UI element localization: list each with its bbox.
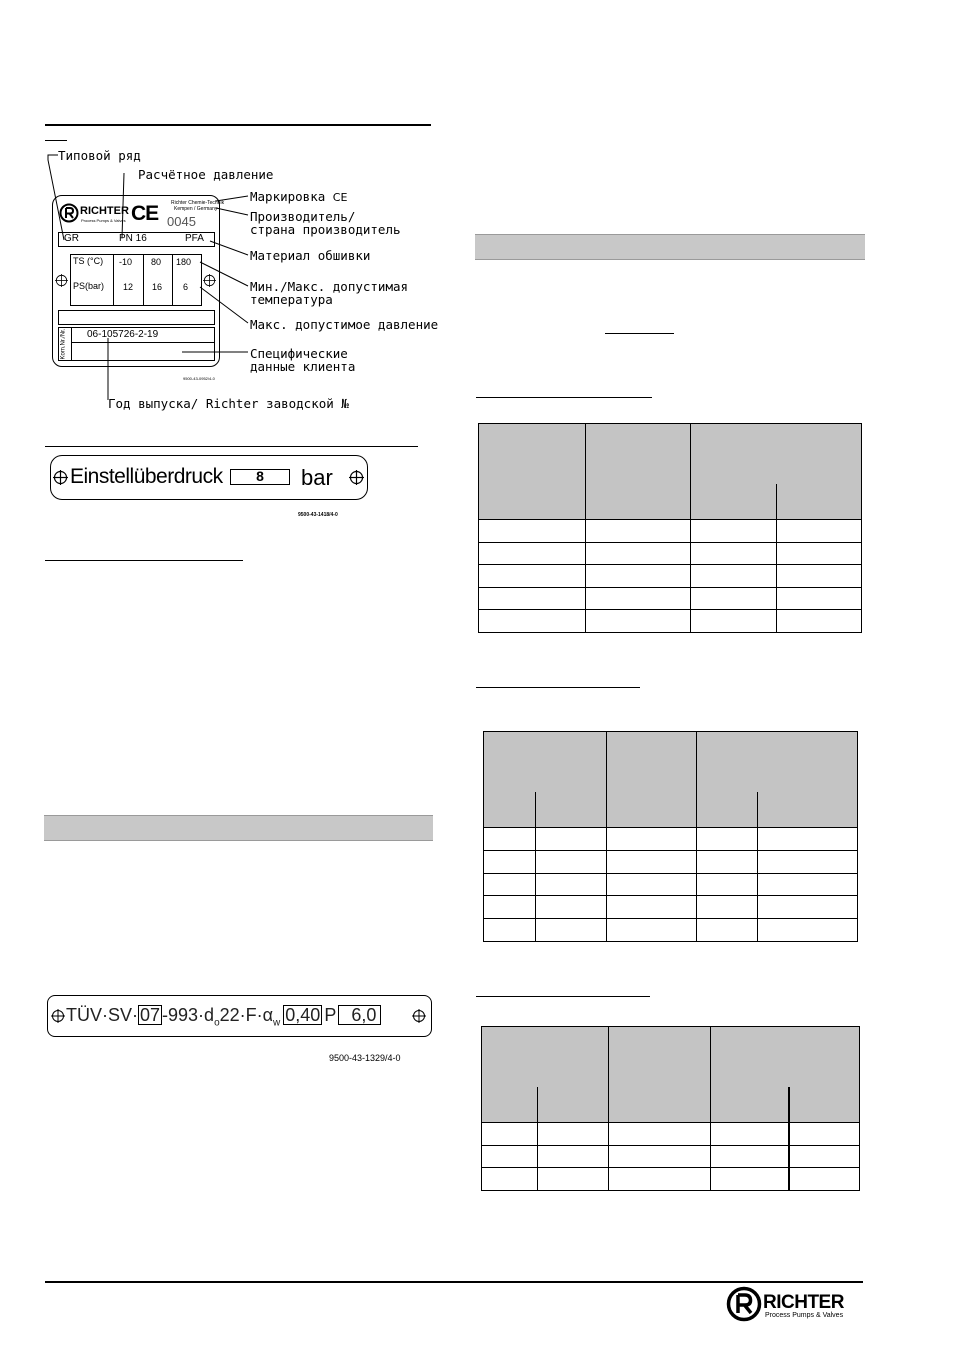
callout-year-serial: Год выпуска/ Richter заводской № xyxy=(108,396,349,411)
table-cell xyxy=(777,587,862,610)
table-cell xyxy=(758,828,858,851)
table-row xyxy=(482,1123,860,1146)
table-cell xyxy=(482,1145,538,1168)
nameplate-grid-col3 xyxy=(172,254,173,306)
table-row xyxy=(484,873,858,896)
left-underline-1 xyxy=(45,560,243,561)
tuv-hole-left-icon xyxy=(51,1009,65,1023)
mount-hole-left-icon xyxy=(55,274,68,287)
table-cell xyxy=(758,896,858,919)
table-1-header-cell xyxy=(586,424,691,520)
table-3-header-divider xyxy=(537,1087,538,1123)
table-cell xyxy=(536,873,607,896)
table-cell xyxy=(536,850,607,873)
nameplate-temp-max: 180 xyxy=(176,257,192,267)
footer-tagline: Process Pumps & Valves xyxy=(765,1312,844,1319)
table-2-header-cell xyxy=(607,732,697,828)
callout-temperature-line1: Мин./Макс. допустимая xyxy=(250,279,409,294)
table-cell xyxy=(609,1145,711,1168)
table-cell xyxy=(482,1123,538,1146)
table-cell xyxy=(586,565,691,588)
table-cell xyxy=(586,520,691,543)
table-2-header xyxy=(484,732,858,828)
table-3-header xyxy=(482,1027,860,1123)
table-cell xyxy=(777,610,862,633)
footer-logo-icon xyxy=(726,1286,762,1322)
table-row xyxy=(479,610,862,633)
right-section-bar xyxy=(475,234,865,260)
nameplate-row-serial-sidebar xyxy=(71,327,72,361)
table-cell xyxy=(697,896,758,919)
table-cell xyxy=(758,919,858,942)
table-2 xyxy=(483,731,858,942)
tuv-sub-w: w xyxy=(273,1017,281,1029)
set-pressure-plate xyxy=(50,455,368,500)
table-cell xyxy=(479,565,586,588)
table-cell xyxy=(538,1145,609,1168)
table-row xyxy=(484,850,858,873)
right-underline-2 xyxy=(476,687,640,688)
nameplate-drawing-no: 9500-43-0952/4-0 xyxy=(183,376,215,381)
nameplate-row-serial-divider xyxy=(71,342,214,343)
nameplate xyxy=(52,195,225,381)
table-cell xyxy=(697,873,758,896)
table-cell xyxy=(484,896,536,919)
callout-temperature-line2: температура xyxy=(250,292,333,307)
table-row xyxy=(479,565,862,588)
table-cell xyxy=(758,873,858,896)
ce-mark: CE xyxy=(131,202,159,225)
table-cell xyxy=(697,850,758,873)
table-1-header-cell xyxy=(691,424,862,520)
nameplate-row-blank xyxy=(58,310,215,325)
nameplate-temp-label: TS (°C) xyxy=(73,256,104,266)
tuv-sub-o: o xyxy=(214,1017,220,1029)
nameplate-pressure-label: PS(bar) xyxy=(73,281,105,291)
table-cell xyxy=(789,1168,860,1191)
nameplate-brand-sub: Process Pumps & Valves xyxy=(81,218,126,223)
table-1-header xyxy=(479,424,862,520)
table-3-header-divider xyxy=(788,1087,790,1123)
tuv-p-label: P xyxy=(324,1005,337,1025)
table-cell xyxy=(538,1168,609,1191)
table-cell xyxy=(484,850,536,873)
nameplate-serial: 06-105726-2-19 xyxy=(87,329,159,340)
table-row xyxy=(484,896,858,919)
footer-logo xyxy=(726,1286,866,1322)
tuv-size: 22·F·α xyxy=(219,1005,274,1025)
callout-ce-symbol: CE xyxy=(332,191,348,204)
table-cell xyxy=(711,1123,790,1146)
set-pressure-label: Einstellüberdruck xyxy=(70,465,223,488)
nameplate-side-label: Kom.Nr./Nr. xyxy=(60,328,67,360)
tuv-plate xyxy=(47,995,432,1037)
table-cell xyxy=(711,1145,790,1168)
table-cell xyxy=(609,1168,711,1191)
callout-customer-line2: данные клиента xyxy=(250,359,356,374)
table-cell xyxy=(609,1123,711,1146)
table-cell xyxy=(789,1123,860,1146)
table-cell xyxy=(484,873,536,896)
table-2-header-cell xyxy=(484,732,607,828)
table-row xyxy=(479,587,862,610)
table-1 xyxy=(478,423,862,633)
table-cell xyxy=(484,828,536,851)
nameplate-pressure-class: PN 16 xyxy=(119,233,147,244)
table-2-header-divider xyxy=(535,792,536,828)
nameplate-pressure-high: 6 xyxy=(183,282,189,292)
table-cell xyxy=(691,542,777,565)
callout-lining-material: Материал обшивки xyxy=(250,248,371,263)
right-underline-1 xyxy=(476,397,652,398)
table-cell xyxy=(711,1168,790,1191)
table-cell xyxy=(607,873,697,896)
set-pressure-unit: bar xyxy=(301,465,333,490)
nameplate-temp-mid: 80 xyxy=(151,257,162,267)
table-cell xyxy=(691,520,777,543)
table-cell xyxy=(586,610,691,633)
set-pressure-hole-left-icon xyxy=(53,470,68,485)
table-cell xyxy=(479,542,586,565)
table-cell xyxy=(479,610,586,633)
tuv-year: 07 xyxy=(140,1005,161,1025)
footer-rule xyxy=(45,1281,863,1283)
set-pressure-drawing-no: 9500-43-1418/4-0 xyxy=(298,512,338,518)
callout-manufacturer-line1: Производитель/ xyxy=(250,209,356,224)
table-2-header-cell xyxy=(697,732,858,828)
table-row xyxy=(479,542,862,565)
table-cell xyxy=(536,828,607,851)
set-pressure-value: 8 xyxy=(256,468,264,484)
table-1-header-cell xyxy=(479,424,586,520)
table-row xyxy=(484,828,858,851)
table-3-header-cell xyxy=(609,1027,711,1123)
table-cell xyxy=(691,587,777,610)
callout-design-pressure: Расчётное давление xyxy=(138,167,274,182)
nameplate-notified-body: 0045 xyxy=(167,214,196,229)
nameplate-manufacturer-line1: Richter Chemie-Technik xyxy=(171,200,225,206)
tuv-prefix: TÜV·SV· xyxy=(66,1005,138,1025)
table-cell xyxy=(777,565,862,588)
table-3 xyxy=(481,1026,860,1191)
table-cell xyxy=(691,565,777,588)
callout-customer-line1: Специфические xyxy=(250,346,348,361)
table-cell xyxy=(789,1145,860,1168)
callout-ce-text: Маркировка xyxy=(250,189,333,204)
table-cell xyxy=(758,850,858,873)
callout-manufacturer-line2: страна производитель xyxy=(250,222,401,237)
table-cell xyxy=(586,542,691,565)
nameplate-pressure-mid: 16 xyxy=(152,282,163,292)
nameplate-grid-col2 xyxy=(143,254,144,306)
nameplate-pressure-low: 12 xyxy=(123,282,134,292)
nameplate-series: GR xyxy=(64,233,79,244)
table-cell xyxy=(586,587,691,610)
table-cell xyxy=(536,919,607,942)
table-cell xyxy=(479,587,586,610)
table-row xyxy=(482,1168,860,1191)
table-cell xyxy=(482,1168,538,1191)
table-cell xyxy=(697,828,758,851)
table-row xyxy=(479,520,862,543)
table-cell xyxy=(607,850,697,873)
table-cell xyxy=(484,919,536,942)
table-row xyxy=(484,919,858,942)
nameplate-brand: RICHTER xyxy=(80,205,129,217)
richter-logo-icon xyxy=(59,203,79,223)
table-cell xyxy=(536,896,607,919)
table-cell xyxy=(777,542,862,565)
table-2-header-divider xyxy=(757,792,758,828)
tuv-pressure: 6,0 xyxy=(338,1005,381,1025)
callout-series: Типовой ряд xyxy=(58,148,141,163)
table-3-header-cell xyxy=(711,1027,860,1123)
rule-set-pressure xyxy=(45,446,418,447)
table-cell xyxy=(777,520,862,543)
nameplate-temp-min: -10 xyxy=(119,257,133,267)
table-cell xyxy=(691,610,777,633)
tuv-coefficient: 0,40 xyxy=(285,1005,321,1025)
set-pressure-hole-right-icon xyxy=(349,470,364,485)
tuv-middle: -993·d xyxy=(162,1005,215,1025)
table-cell xyxy=(607,919,697,942)
right-underline-short xyxy=(605,333,674,334)
nameplate-material: PFA xyxy=(185,233,204,244)
nameplate-manufacturer-line2: Kempen / Germany xyxy=(174,206,218,212)
nameplate-grid-col1 xyxy=(113,254,114,306)
table-row xyxy=(482,1145,860,1168)
table-3-header-cell xyxy=(482,1027,609,1123)
mount-hole-right-icon xyxy=(203,274,216,287)
callout-max-pressure: Макс. допустимое давление xyxy=(250,317,439,332)
tuv-marking xyxy=(66,1005,381,1029)
right-underline-3 xyxy=(476,996,650,997)
table-cell xyxy=(479,520,586,543)
footer-brand: RICHTER xyxy=(763,1292,844,1313)
table-cell xyxy=(697,919,758,942)
tuv-hole-right-icon xyxy=(412,1009,426,1023)
table-1-header-divider xyxy=(776,484,777,520)
tuv-drawing-no: 9500-43-1329/4-0 xyxy=(329,1053,401,1063)
left-section-bar xyxy=(44,815,433,841)
table-cell xyxy=(538,1123,609,1146)
table-cell xyxy=(607,896,697,919)
table-cell xyxy=(607,828,697,851)
